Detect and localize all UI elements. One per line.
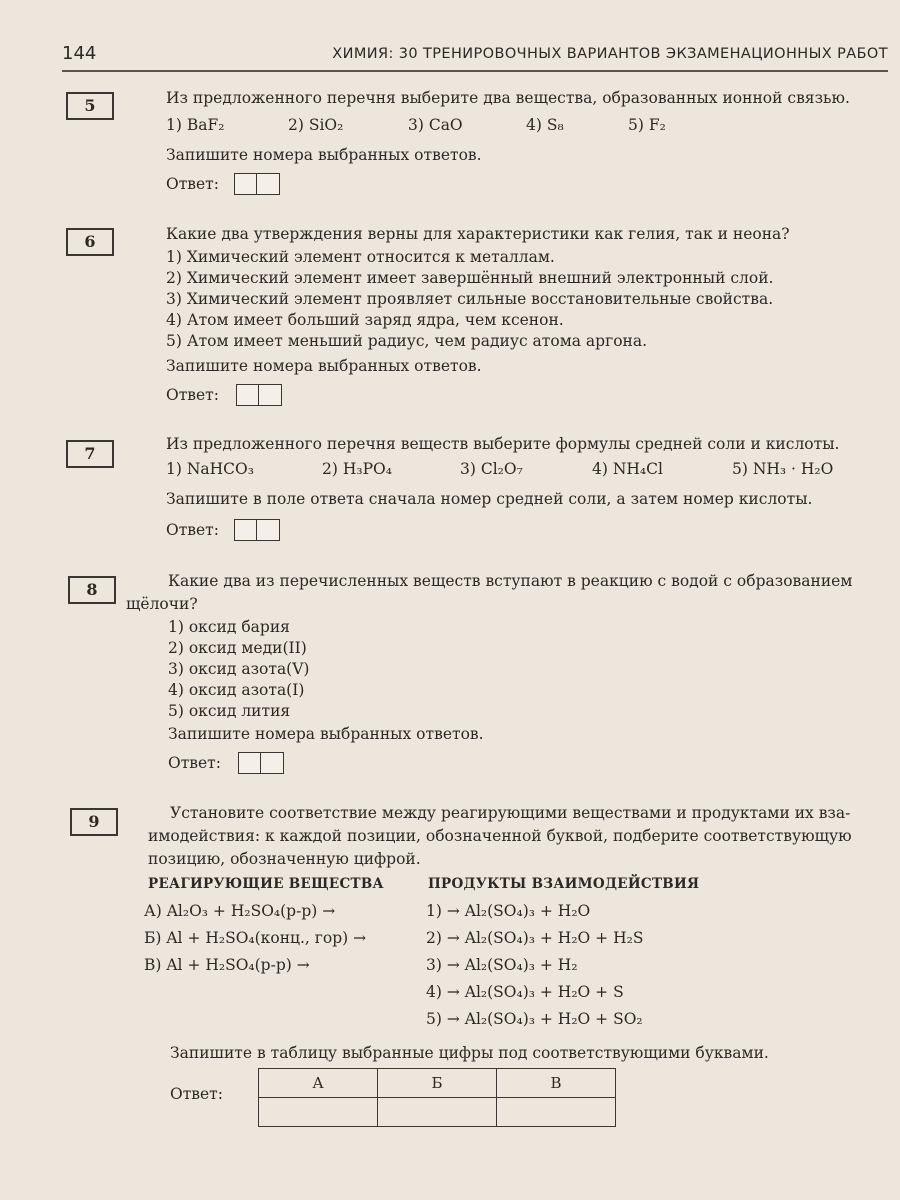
answer-table-header-row	[259, 1069, 616, 1098]
reactant-b: Б) Al + H₂SO₄(конц., гор) →	[144, 929, 367, 947]
task-question-line-3: позицию, обозначенную цифрой.	[148, 850, 421, 868]
answer-field[interactable]	[239, 752, 284, 774]
answer-cell[interactable]	[238, 752, 262, 774]
page-header	[62, 40, 888, 72]
products-header: ПРОДУКТЫ ВЗАИМОДЕЙСТВИЯ	[428, 876, 700, 892]
answer-label: Ответ:	[166, 386, 219, 404]
option-2: 2) Химический элемент имеет завершённый внешний электронный слой.	[166, 269, 774, 287]
option-4: 4) Атом имеет больший заряд ядра, чем ксенон.	[166, 311, 564, 329]
answer-field[interactable]	[235, 519, 280, 541]
answer-table	[258, 1068, 616, 1127]
reactant-v: В) Al + H₂SO₄(р-р) →	[144, 956, 310, 974]
answer-cell[interactable]	[234, 173, 258, 195]
task-number: 8	[68, 576, 116, 604]
task-question: Какие два утверждения верны для характеристики как гелия, так и неона?	[166, 225, 790, 243]
option-1: 1) NaHCO₃	[166, 460, 254, 478]
task-options	[166, 460, 866, 482]
answer-cell[interactable]	[256, 519, 280, 541]
task-number: 6	[66, 228, 114, 256]
option-1: 1) Химический элемент относится к металлам.	[166, 248, 555, 266]
answer-cell-v[interactable]	[497, 1098, 616, 1127]
reactants-header: РЕАГИРУЮЩИЕ ВЕЩЕСТВА	[148, 876, 384, 892]
option-5: 5) NH₃ · H₂O	[732, 460, 834, 478]
reactant-a: А) Al₂O₃ + H₂SO₄(р-р) →	[144, 902, 336, 920]
answer-field[interactable]	[237, 384, 282, 406]
option-3: 3) Химический элемент проявляет сильные восстановительные свойства.	[166, 290, 774, 308]
product-2: 2) → Al₂(SO₄)₃ + H₂O + H₂S	[426, 929, 644, 947]
answer-label: Ответ:	[166, 521, 219, 539]
answer-label: Ответ:	[170, 1085, 223, 1103]
option-1: 1) оксид бария	[168, 618, 290, 636]
product-1: 1) → Al₂(SO₄)₃ + H₂O	[426, 902, 591, 920]
option-3: 3) Cl₂O₇	[460, 460, 523, 478]
answer-label: Ответ:	[166, 175, 219, 193]
answer-cell[interactable]	[256, 173, 280, 195]
answer-cell[interactable]	[236, 384, 260, 406]
option-3: 3) CaO	[408, 116, 463, 134]
answer-cell-b[interactable]	[378, 1098, 497, 1127]
product-5: 5) → Al₂(SO₄)₃ + H₂O + SO₂	[426, 1010, 643, 1028]
option-1: 1) BaF₂	[166, 116, 225, 134]
task-question-line-2: щёлочи?	[126, 595, 198, 613]
task-question: Из предложенного перечня веществ выберите формулы средней соли и кислоты.	[166, 435, 840, 453]
task-instruction: Запишите номера выбранных ответов.	[166, 146, 482, 164]
answer-cell[interactable]	[234, 519, 258, 541]
task-question-line-1: Установите соответствие между реагирующими веществами и продуктами их вза-	[170, 804, 851, 822]
task-question-line-1: Какие два из перечисленных веществ вступают в реакцию с водой с образованием	[168, 572, 853, 590]
option-4: 4) оксид азота(I)	[168, 681, 305, 699]
task-options	[166, 116, 766, 138]
task-instruction: Запишите в поле ответа сначала номер средней соли, а затем номер кислоты.	[166, 490, 813, 508]
running-title: ХИМИЯ: 30 ТРЕНИРОВОЧНЫХ ВАРИАНТОВ ЭКЗАМЕНАЦИОННЫХ РАБОТ	[332, 46, 888, 62]
column-b-header: Б	[378, 1069, 497, 1098]
task-number: 5	[66, 92, 114, 120]
answer-cell-a[interactable]	[259, 1098, 378, 1127]
product-3: 3) → Al₂(SO₄)₃ + H₂	[426, 956, 578, 974]
column-a-header: А	[259, 1069, 378, 1098]
option-5: 5) Атом имеет меньший радиус, чем радиус атома аргона.	[166, 332, 648, 350]
task-instruction: Запишите в таблицу выбранные цифры под соответствующими буквами.	[170, 1044, 769, 1062]
option-5: 5) оксид лития	[168, 702, 291, 720]
answer-cell[interactable]	[260, 752, 284, 774]
column-v-header: В	[497, 1069, 616, 1098]
answer-label: Ответ:	[168, 754, 221, 772]
answer-table-input-row	[259, 1098, 616, 1127]
answer-cell[interactable]	[258, 384, 282, 406]
option-2: 2) SiO₂	[288, 116, 344, 134]
answer-field[interactable]	[235, 173, 280, 195]
task-number: 7	[66, 440, 114, 468]
task-instruction: Запишите номера выбранных ответов.	[168, 725, 484, 743]
option-3: 3) оксид азота(V)	[168, 660, 310, 678]
product-4: 4) → Al₂(SO₄)₃ + H₂O + S	[426, 983, 624, 1001]
option-2: 2) оксид меди(II)	[168, 639, 307, 657]
task-question-line-2: имодействия: к каждой позиции, обозначенной буквой, подберите соответствующую	[148, 827, 852, 845]
option-2: 2) H₃PO₄	[322, 460, 392, 478]
option-4: 4) NH₄Cl	[592, 460, 663, 478]
option-5: 5) F₂	[628, 116, 666, 134]
task-number: 9	[70, 808, 118, 836]
page-number: 144	[62, 43, 97, 64]
task-question: Из предложенного перечня выберите два вещества, образованных ионной связью.	[166, 89, 850, 107]
option-4: 4) S₈	[526, 116, 564, 134]
task-instruction: Запишите номера выбранных ответов.	[166, 357, 482, 375]
